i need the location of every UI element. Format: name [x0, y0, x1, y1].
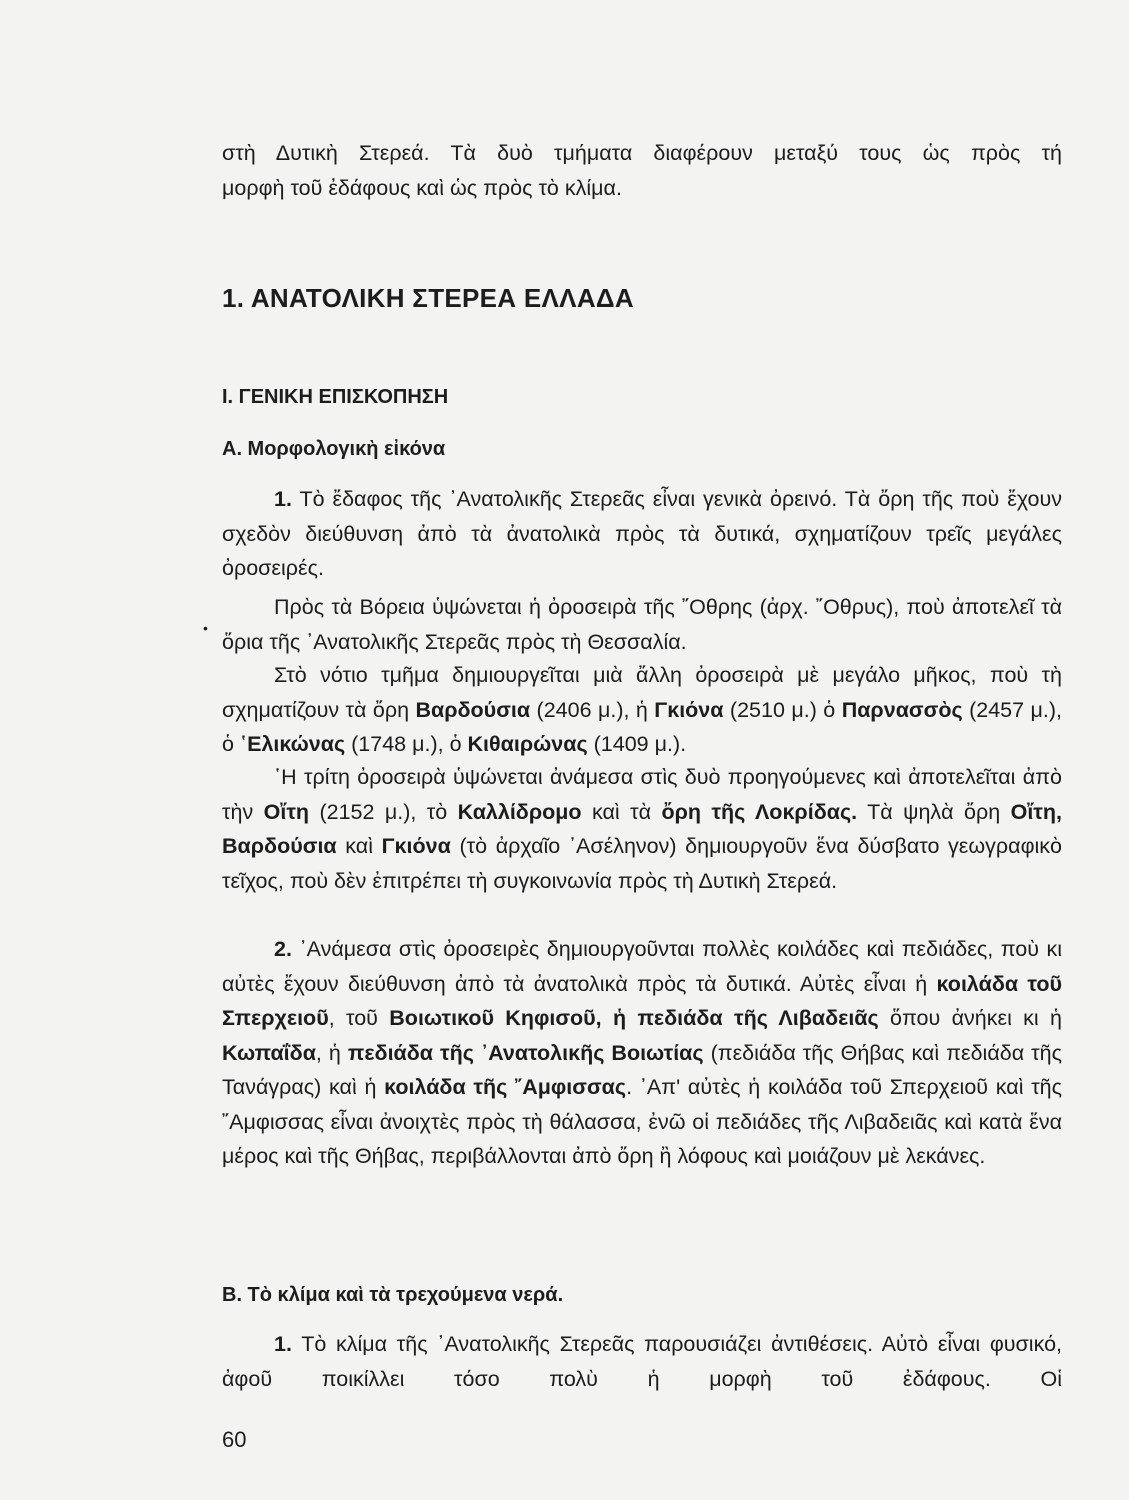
page-number: 60 [222, 1427, 247, 1452]
para3-text: (1748 μ.), ὁ [345, 732, 468, 756]
paragraph-2 [222, 590, 1062, 659]
plain-east-boeotia: πεδιάδα τῆς ᾿Ανατολικῆς Βοιωτίας [347, 1040, 704, 1065]
intro-line-1: στὴ Δυτικὴ Στερεά. Τὰ δυὸ τμήματα διαφέρουν μεταξύ τους ὡς πρὸς τή [222, 141, 1062, 165]
para3-text: (2510 μ.) ὁ [723, 697, 842, 722]
para4-text: (τὸ ἀρχαῖο ᾿Ασέληνον) δημιουργοῦν ἕνα δύσβατο γεωγραφικὸ τεῖχος, ποὺ δὲν ἐπιτρέπει τὴ συγκοινωνία πρὸς τὴ Δυτικὴ Στερεά. [222, 834, 1062, 893]
para1-text: Τὸ ἔδαφος τῆς ᾿Ανατολικῆς Στερεᾶς εἶναι γενικὰ ὀρεινό. Τὰ ὄρη τῆς ποὺ ἔχουν σχεδὸν διεύθυνση ἀπὸ τὰ ἀνατολικὰ πρὸς τὰ δυτικά, σχηματίζουν τρεῖς μεγάλες ὀροσειρές. [222, 487, 1062, 580]
paragraph-5 [222, 932, 1062, 1174]
para4-text: καὶ τὰ [581, 799, 662, 824]
para2-text: Πρὸς τὰ Βόρεια ὑψώνεται ἡ ὀροσειρὰ τῆς ῎Οθρης (ἀρχ. ῎Οθρυς), ποὺ ἀποτελεῖ τὰ ὅρια τῆς ᾿Ανατολικῆς Στερεᾶς πρὸς τὴ Θεσσαλία. [222, 595, 1062, 654]
para4-text: καὶ [336, 834, 382, 858]
mountains-lokrida: ὄρη τῆς Λοκρίδας. [661, 799, 858, 824]
mountain-kithaironas: Κιθαιρώνας [467, 732, 588, 756]
para3-text: (2406 μ.), ἡ [530, 697, 655, 722]
para3-text: (1409 μ.). [587, 732, 687, 756]
intro-line-2: μορφὴ τοῦ ἐδάφους καὶ ὡς πρὸς τὸ κλίμα. [222, 175, 622, 200]
mountain-vardousia: Βαρδούσια [415, 697, 531, 722]
para5-text: ὅπου ἀνήκει κι ἡ [878, 1006, 1063, 1030]
mountain-kallidromo: Καλλίδρομο [457, 799, 582, 824]
mountain-elikonas: ῾Ελικώνας [239, 732, 346, 756]
valley-amfissa: κοιλάδα τῆς ῎Αμφισσας [384, 1075, 627, 1099]
mountains-oiti-vardousia: Οἴτη, Βαρδούσια [222, 799, 1062, 858]
mountain-giona-2: Γκιόνα [381, 834, 451, 858]
mountain-oiti: Οἴτη [263, 799, 310, 824]
mountain-giona: Γκιόνα [654, 697, 724, 722]
para5-text: , τοῦ [328, 1006, 390, 1030]
chapter-title: 1. ΑΝΑΤΟΛΙΚΗ ΣΤΕΡΕΑ ΕΛΛΑΔΑ [222, 283, 634, 313]
para5-text: , ἡ [315, 1040, 348, 1065]
para4-text: ῾Η τρίτη ὀροσειρὰ ὑψώνεται ἀνάμεσα στὶς δυὸ προηγούμενες καὶ ἀποτελεῖται ἀπὸ τὴν [222, 765, 1062, 824]
para5-number: 2. [274, 937, 292, 961]
paragraph-6 [222, 1327, 1062, 1396]
subsection-b-title: Β. Τὸ κλίμα καὶ τὰ τρεχούμενα νερά. [222, 1284, 564, 1306]
plain-livadeia: Βοιωτικοῦ Κηφισοῦ, ἡ πεδιάδα τῆς Λιβαδειᾶς [389, 1006, 879, 1030]
para1-number: 1. [274, 487, 292, 511]
para5-text: (πεδιάδα τῆς Θήβας καὶ πεδιάδα τῆς Τανάγρας) καὶ ἡ [222, 1040, 1062, 1099]
para6-number: 1. [274, 1332, 292, 1356]
margin-dot: • [203, 620, 208, 636]
para6-text: Τὸ κλίμα τῆς ᾿Ανατολικῆς Στερεᾶς παρουσιάζει ἀντιθέσεις. Αὐτὸ εἶναι φυσικό, ἀφοῦ ποικίλλει τόσο πολὺ ἡ μορφὴ τοῦ ἐδάφους. Οἱ [222, 1332, 1062, 1391]
para3-text: (2457 μ.), ὁ [222, 697, 1062, 756]
para4-text: (2152 μ.), τὸ [309, 799, 458, 824]
paragraph-1 [222, 482, 1062, 586]
para3-text: Στὸ νότιο τμῆμα δημιουργεῖται μιὰ ἄλλη ὀροσειρὰ μὲ μεγάλο μῆκος, ποὺ τὴ σχηματίζουν τὰ ὄρη [222, 663, 1062, 722]
para4-text: Τὰ ψηλὰ ὄρη [857, 799, 1011, 824]
section-title: Ι. ΓΕΝΙΚΗ ΕΠΙΣΚΟΠΗΣΗ [222, 386, 449, 408]
para5-text: ᾿Ανάμεσα στὶς ὀροσειρὲς δημιουργοῦνται πολλὲς κοιλάδες καὶ πεδιάδες, ποὺ κι αὐτὲς ἔχουν διεύθυνση ἀπὸ τὰ ἀνατολικὰ πρὸς τὰ δυτικά. Αὐτὲς εἶναι ἡ [222, 937, 1062, 996]
subsection-a-title: Α. Μορφολογικὴ εἰκόνα [222, 438, 446, 460]
plain-kopaida: Κωπαΐδα [222, 1040, 316, 1065]
intro-paragraph [222, 136, 1062, 205]
paragraph-4 [222, 760, 1062, 898]
valley-spercheios: κοιλάδα τοῦ Σπερχειοῦ [222, 971, 1063, 1030]
paragraph-3 [222, 658, 1062, 762]
mountain-parnassos: Παρνασσὸς [841, 697, 963, 722]
para5-text: . ᾿Απ' αὐτὲς ἡ κοιλάδα τοῦ Σπερχειοῦ καὶ τῆς ῎Αμφισσας εἶναι ἀνοιχτὲς πρὸς τὴ θάλασσα, ἐνῶ οἱ πεδιάδες τῆς Λιβαδειᾶς καὶ κατὰ ἕνα μέρος καὶ τῆς Θήβας, περιβάλλονται ἀπὸ ὄρη ἢ λόφους καὶ μοιάζουν μὲ λεκάνες. [222, 1075, 1062, 1168]
